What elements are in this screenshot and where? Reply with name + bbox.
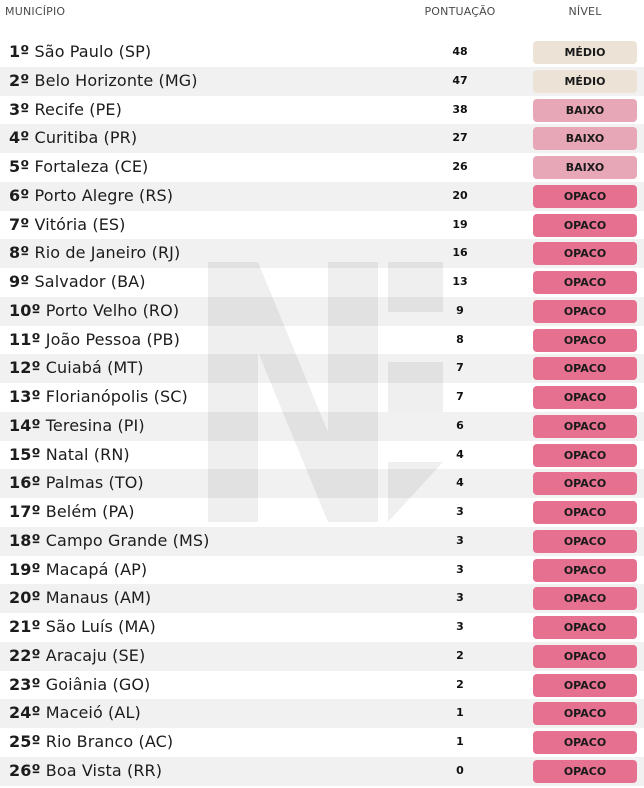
municipio-cell <box>9 268 146 297</box>
table-row <box>0 239 644 268</box>
score-cell: 3 <box>456 505 464 518</box>
city-name: Teresina (PI) <box>45 415 145 435</box>
header-pontuacao: PONTUAÇÃO <box>424 5 496 18</box>
city-name: Maceió (AL) <box>45 703 141 723</box>
municipio-cell <box>9 326 180 355</box>
score-cell: 3 <box>456 620 464 633</box>
level-badge: OPACO <box>533 587 637 610</box>
city-name: Aracaju (SE) <box>45 645 146 665</box>
table-row <box>0 527 644 556</box>
level-badge: OPACO <box>533 472 637 495</box>
level-badge: OPACO <box>533 214 637 237</box>
score-cell: 38 <box>452 102 468 116</box>
rank-label: 11º <box>9 329 41 349</box>
score-cell: 3 <box>456 533 464 547</box>
level-badge: BAIXO <box>533 99 637 122</box>
header-nivel: NÍVEL <box>568 5 602 18</box>
city-name: João Pessoa (PB) <box>45 329 180 349</box>
level-badge: OPACO <box>533 329 637 352</box>
municipio-cell <box>9 469 144 498</box>
table-row <box>0 671 644 700</box>
city-name: Recife (PE) <box>34 99 122 119</box>
table-row <box>0 556 644 585</box>
city-name: Boa Vista (RR) <box>45 760 163 780</box>
score-cell: 3 <box>456 591 464 605</box>
municipio-cell <box>9 211 126 240</box>
score-cell: 13 <box>452 275 468 288</box>
municipio-cell <box>9 498 135 527</box>
city-name: Manaus (AM) <box>45 588 152 608</box>
city-name: São Paulo (SP) <box>34 42 152 61</box>
score-cell: 19 <box>452 217 468 231</box>
level-badge: OPACO <box>533 185 637 208</box>
level-badge: OPACO <box>533 702 637 725</box>
city-name: Macapá (AP) <box>45 559 148 579</box>
rank-label: 25º <box>9 732 41 751</box>
level-badge: OPACO <box>533 645 637 668</box>
municipio-cell <box>9 153 148 182</box>
rank-label: 6º <box>9 185 30 205</box>
score-cell: 27 <box>452 131 468 145</box>
table-row <box>0 326 644 355</box>
table-row <box>0 67 644 96</box>
level-badge: OPACO <box>533 444 637 467</box>
table-row <box>0 153 644 182</box>
score-cell: 48 <box>452 45 468 58</box>
table-row <box>0 211 644 240</box>
level-badge: BAIXO <box>533 127 637 150</box>
rank-label: 5º <box>9 157 30 176</box>
city-name: Cuiabá (MT) <box>45 358 144 378</box>
table-row <box>0 182 644 211</box>
header-municipio: MUNICÍPIO <box>5 5 66 18</box>
level-badge: OPACO <box>533 674 637 697</box>
table-row <box>0 613 644 642</box>
level-badge: OPACO <box>533 559 637 582</box>
rank-label: 15º <box>9 444 41 464</box>
municipio-cell <box>9 67 198 96</box>
municipio-cell <box>9 124 137 153</box>
city-name: Florianópolis (SC) <box>45 387 188 406</box>
level-badge: OPACO <box>533 386 637 409</box>
city-name: Belém (PA) <box>45 502 135 521</box>
city-name: Belo Horizonte (MG) <box>34 70 198 90</box>
level-badge: MÉDIO <box>533 41 637 64</box>
score-cell: 16 <box>452 246 468 260</box>
rank-label: 16º <box>9 473 41 493</box>
municipio-cell <box>9 699 141 728</box>
rank-label: 12º <box>9 358 41 378</box>
city-name: Rio Branco (AC) <box>45 732 174 751</box>
municipio-cell <box>9 556 147 585</box>
city-name: Curitiba (PR) <box>34 128 138 148</box>
level-badge: OPACO <box>533 415 637 438</box>
level-badge: OPACO <box>533 731 637 754</box>
level-badge: OPACO <box>533 242 637 265</box>
rank-label: 9º <box>9 272 30 291</box>
level-badge: OPACO <box>533 760 637 783</box>
rank-label: 3º <box>9 99 30 119</box>
municipio-cell <box>9 297 179 326</box>
municipio-cell <box>9 96 122 125</box>
score-cell: 1 <box>456 735 464 748</box>
table-body <box>0 38 644 786</box>
municipio-cell <box>9 527 210 556</box>
level-badge: OPACO <box>533 300 637 323</box>
table-row <box>0 757 644 786</box>
table-row <box>0 268 644 297</box>
level-badge: OPACO <box>533 271 637 294</box>
rank-label: 26º <box>9 760 41 780</box>
municipio-cell <box>9 441 130 470</box>
rank-label: 10º <box>9 300 41 320</box>
municipio-cell <box>9 642 145 671</box>
table-row <box>0 354 644 383</box>
level-badge: OPACO <box>533 357 637 380</box>
rank-label: 18º <box>9 530 41 550</box>
table-row <box>0 728 644 757</box>
rank-label: 8º <box>9 243 30 263</box>
rank-label: 7º <box>9 214 30 234</box>
municipio-cell <box>9 182 173 211</box>
table-row <box>0 124 644 153</box>
level-badge: OPACO <box>533 616 637 639</box>
table-header <box>0 0 644 38</box>
score-cell: 4 <box>456 447 464 461</box>
table-row <box>0 498 644 527</box>
city-name: Porto Alegre (RS) <box>34 185 174 205</box>
rank-label: 14º <box>9 415 41 435</box>
municipio-cell <box>9 38 151 67</box>
score-cell: 2 <box>456 648 464 662</box>
city-name: São Luís (MA) <box>45 617 156 636</box>
rank-label: 20º <box>9 588 41 608</box>
rank-label: 24º <box>9 703 41 723</box>
level-badge: BAIXO <box>533 156 637 179</box>
score-cell: 1 <box>456 706 464 720</box>
city-name: Rio de Janeiro (RJ) <box>34 243 181 263</box>
municipio-cell <box>9 584 151 613</box>
table-row <box>0 699 644 728</box>
rank-label: 4º <box>9 128 30 148</box>
score-cell: 20 <box>452 188 468 202</box>
table-row <box>0 642 644 671</box>
city-name: Vitória (ES) <box>34 214 126 234</box>
rank-label: 23º <box>9 674 41 694</box>
city-name: Natal (RN) <box>45 444 130 464</box>
municipio-cell <box>9 613 156 642</box>
rank-label: 17º <box>9 502 41 521</box>
city-name: Campo Grande (MS) <box>45 530 210 550</box>
table-row <box>0 412 644 441</box>
score-cell: 4 <box>456 476 464 490</box>
municipio-cell <box>9 354 144 383</box>
municipio-cell <box>9 757 162 786</box>
score-cell: 8 <box>456 332 464 346</box>
score-cell: 3 <box>456 562 464 576</box>
score-cell: 47 <box>452 73 468 87</box>
table-row <box>0 38 644 67</box>
level-badge: OPACO <box>533 501 637 524</box>
score-cell: 26 <box>452 160 468 173</box>
table-row <box>0 96 644 125</box>
rank-label: 19º <box>9 559 41 579</box>
city-name: Fortaleza (CE) <box>34 157 149 176</box>
rank-label: 22º <box>9 645 41 665</box>
score-cell: 6 <box>456 418 464 432</box>
city-name: Goiânia (GO) <box>45 674 151 694</box>
municipio-cell <box>9 412 145 441</box>
city-name: Porto Velho (RO) <box>45 300 180 320</box>
table-row <box>0 297 644 326</box>
level-badge: OPACO <box>533 530 637 553</box>
rank-label: 21º <box>9 617 41 636</box>
table-row <box>0 383 644 412</box>
score-cell: 7 <box>456 361 464 375</box>
rank-label: 13º <box>9 387 41 406</box>
rank-label: 1º <box>9 42 30 61</box>
municipio-cell <box>9 383 188 412</box>
municipio-cell <box>9 671 150 700</box>
score-cell: 2 <box>456 677 464 691</box>
city-name: Palmas (TO) <box>45 473 144 493</box>
table-row <box>0 584 644 613</box>
rank-label: 2º <box>9 70 30 90</box>
level-badge: MÉDIO <box>533 70 637 93</box>
municipio-cell <box>9 728 173 757</box>
score-cell: 0 <box>456 763 464 777</box>
score-cell: 7 <box>456 390 464 403</box>
table-row <box>0 441 644 470</box>
table-row <box>0 469 644 498</box>
municipio-cell <box>9 239 180 268</box>
city-name: Salvador (BA) <box>34 272 146 291</box>
score-cell: 9 <box>456 303 464 317</box>
